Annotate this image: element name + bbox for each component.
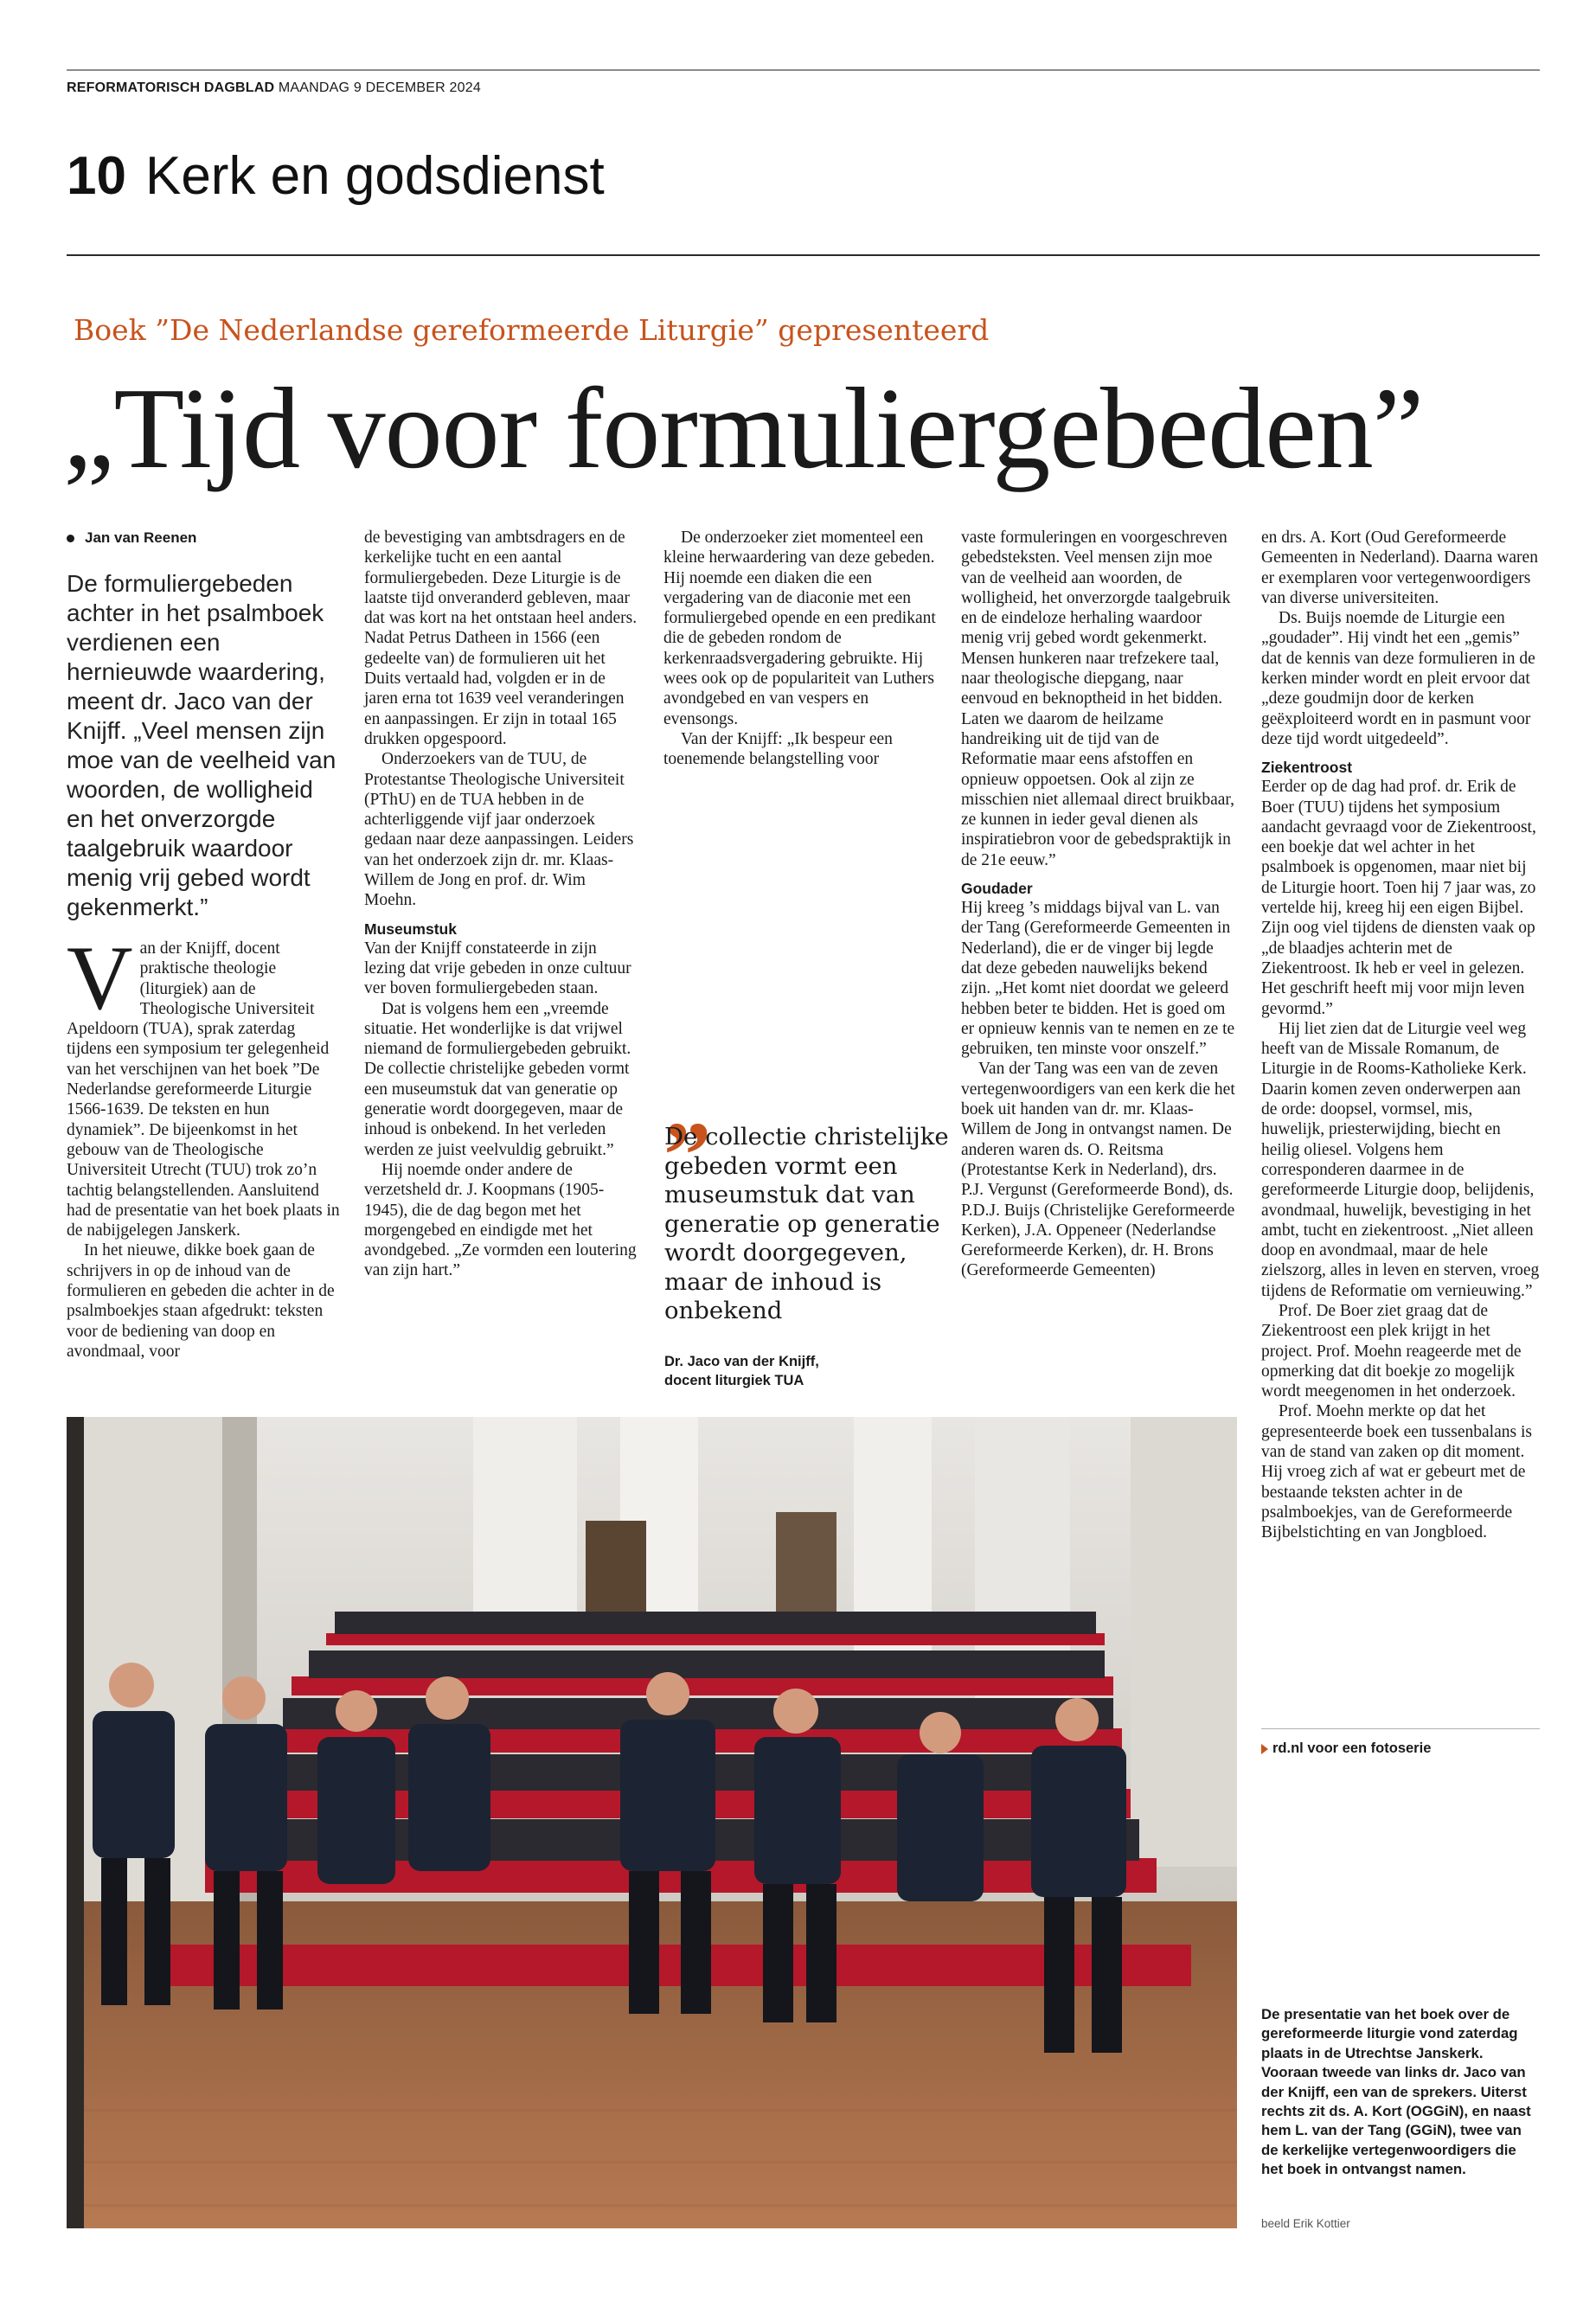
paragraph: Van der Tang was een van de zeven vertegenwoordigers van een kerk die het boek uit handen van dr. mr. Klaas-Willem de Jong in ontvangst namen. De anderen waren ds. O. Reitsma (Protestantse Kerk in Nederland), drs. P.J. Vergunst (Gereformeerde Bond), ds. P.D.J. Buijs (Christelijke Gereformeerde Kerken), J.A. Oppeneer (Nederlandse Gereformeerde Kerken), dr. H. Brons (Gereformeerde Gemeenten) bbox=[961, 1060, 1235, 1280]
byline-bullet bbox=[67, 535, 74, 542]
paragraph: Dat is volgens hem een „vreemde situatie. Het wonderlijke is dat vrijwel niemand de formuliergebeden gebruikt. De collectie christelijke gebeden vormt een museumstuk dat van generatie op generatie wordt doorgegeven, maar de inhoud is onbekend. In het verleden werden ze juist veelvuldig gebruikt.” bbox=[364, 999, 631, 1159]
quote-mark: „ bbox=[664, 1053, 712, 1158]
column-1 bbox=[67, 927, 342, 1362]
byline bbox=[67, 529, 196, 547]
link-rule bbox=[1261, 1728, 1540, 1729]
paragraph: de bevestiging van ambtsdragers en de kerkelijke tucht en een aantal formuliergebeden. Deze Liturgie is de laatste tijd onveranderd gebleven, maar dat was kort na het ontstaan heel anders. Nadat Petrus Datheen in 1566 (een gedeelte van) de formulieren uit het Duits vertaald had, volgden er in de jaren erna tot 1639 veel veranderingen en aanpassingen. Er zijn in totaal 165 drukken opgespoord. bbox=[364, 529, 638, 748]
photo-series-link[interactable] bbox=[1261, 1740, 1431, 1757]
masthead-date: MAANDAG 9 DECEMBER 2024 bbox=[278, 80, 481, 95]
subheading: Museumstuk bbox=[364, 920, 457, 938]
arrow-icon bbox=[1261, 1744, 1268, 1754]
paragraph: Eerder op de dag had prof. dr. Erik de Boer (TUU) tijdens het symposium aandacht gevraagd voor de Ziekentroost, een boekje dat wel achter in het psalmboek is opgenomen, maar niet bij de Liturgie hoort. Toen hij 7 jaar was, zo vertelde hij, kreeg hij een eigen Bijbel. Zijn oog viel tijdens de diensten vaak op „de blaadjes achterin met de Ziekentroost. Ik heb er veel in gelezen. Het geschrift heeft mij voor mijn leven gevormd.” bbox=[1261, 778, 1536, 1018]
kicker: Boek ”De Nederlandse gereformeerde Liturgie” gepresenteerd bbox=[74, 313, 990, 347]
photo-credit: beeld Erik Kottier bbox=[1261, 2217, 1350, 2230]
paragraph: Ds. Buijs noemde de Liturgie een „goudader”. Hij vindt het een „gemis” dat de kennis van deze formulieren in de kerken minder wordt en pleit ervoor dat „deze goudmijn door de kerken geëxploiteerd wordt en in pasmunt voor deze tijd wordt uitgedeeld”. bbox=[1261, 609, 1535, 748]
link-label: rd.nl voor een fotoserie bbox=[1272, 1740, 1432, 1756]
dropcap: V bbox=[67, 927, 133, 1029]
paragraph: Prof. Moehn merkte op dat het gepresenteerde boek een tussenbalans is van de stand van zaken op dit moment. Hij vroeg zich af wat er gebeurt met de bestaande teksten achter in de psalmboekjes, van de Gereformeerde Bijbelstichting en van Jongbloed. bbox=[1261, 1402, 1532, 1542]
photo-caption: De presentatie van het boek over de gereformeerde liturgie vond zaterdag plaats in de Utrechtse Janskerk. Vooraan tweede van links dr. Jaco van der Knijff, een van de sprekers. Uiterst rechts zit ds. A. Kort (OGGiN), en naast hem L. van der Tang (GGiN), twee van de kerkelijke vertegenwoordigers die het boek in ontvangst namen. bbox=[1261, 2006, 1531, 2178]
headline: „Tijd voor formuliergebeden” bbox=[63, 364, 1424, 492]
section-header bbox=[67, 145, 605, 207]
paragraph: Onderzoekers van de TUU, de Protestantse Theologische Universiteit (PThU) en de TUA hebben in de achterliggende vijf jaar onderzoek gedaan naar deze aanpassingen. Leiders van het onderzoek zijn dr. mr. Klaas-Willem de Jong en prof. dr. Wim Moehn. bbox=[364, 750, 634, 910]
paragraph: vaste formuleringen en voorgeschreven gebedsteksten. Veel mensen zijn moe van de veelheid aan woorden, de wolligheid, het onverzorgde taalgebruik en de eindeloze herhaling waardoor menig vrij gebed wordt gekenmerkt. Mensen hunkeren naar trefzekere taal, naar theologische diepgang, naar eenvoud en beknoptheid in het bidden. Laten we daarom de heilzame handreiking uit de tijd van de Reformatie maar eens afstoffen en opnieuw oppoetsen. Ook al zijn ze misschien niet allemaal direct bruikbaar, ze kunnen in ieder geval dienen als inspiratiebron voor de gebedspraktijk in de 21e eeuw.” bbox=[961, 529, 1234, 869]
church-audience-photo bbox=[67, 1417, 1237, 2228]
paragraph: Hij liet zien dat de Liturgie veel weg heeft van de Missale Romanum, de Liturgie in de Rooms-Katholieke Kerk. Daarin komen zeven onderwerpen aan de orde: doopsel, vormsel, mis, huwelijk, priesterwijding, biecht en heilig oliesel. Volgens hem corresponderen daarmee in de gereformeerde Liturgie doop, belijdenis, avondmaal, huwelijk, bevestiging in het ambt, tucht en ziekentroost. „Niet alleen doop en avondmaal, maar de hele zielszorg, alles in leven en sterven, vroeg tijdens de Reformatie om vernieuwing.” bbox=[1261, 1019, 1540, 1300]
paragraph: Prof. De Boer ziet graag dat de Ziekentroost een plek krijgt in het project. Prof. Moehn reageerde met de opmerking dat dit boekje zo mogelijk wordt meegenomen in het onderzoek. bbox=[1261, 1301, 1522, 1401]
masthead-paper: REFORMATORISCH DAGBLAD bbox=[67, 80, 275, 95]
intro: De formuliergebeden achter in het psalmboek verdienen een hernieuwde waardering, meent dr. Jaco van der Knijff. „Veel mensen zijn moe van de veelheid van woorden, de wolligheid en het onverzorgde taalgebruik waardoor menig vrij gebed wordt gekenmerkt.” bbox=[67, 570, 337, 920]
masthead bbox=[67, 80, 481, 96]
column-4 bbox=[961, 528, 1236, 1281]
byline-author: Jan van Reenen bbox=[85, 529, 197, 546]
article-photo bbox=[67, 1417, 1237, 2228]
top-rule bbox=[67, 69, 1540, 71]
paragraph: Van der Knijff constateerde in zijn lezing dat vrije gebeden in onze cultuur ver boven formuliergebeden staan. bbox=[364, 939, 631, 998]
section-rule bbox=[67, 254, 1540, 256]
paragraph: en drs. A. Kort (Oud Gereformeerde Gemeenten in Nederland). Daarna waren er exemplaren voor vertegenwoordigers van diverse universiteiten. bbox=[1261, 529, 1538, 607]
pull-quote-name: Dr. Jaco van der Knijff, bbox=[664, 1354, 819, 1369]
pull-quote-role: docent liturgiek TUA bbox=[664, 1373, 804, 1388]
subheading: Goudader bbox=[961, 880, 1033, 898]
page-number: 10 bbox=[67, 146, 126, 206]
subheading: Ziekentroost bbox=[1261, 759, 1353, 777]
pull-quote-attribution bbox=[664, 1352, 950, 1390]
column-2 bbox=[364, 528, 639, 1281]
pull-quote: De collectie christelijke gebeden vormt een museumstuk dat van generatie op generatie wordt doorgegeven, maar de inhoud is onbekend bbox=[664, 1123, 949, 1324]
paragraph: an der Knijff, docent praktische theologie (liturgiek) aan de Theologische Universiteit Apeldoorn (TUA), sprak zaterdag tijdens een symposium ter gelegenheid van het verschijnen van het boek ”De Nederlandse gereformeerde Liturgie 1566-1639. De teksten en hun dynamiek”. De bijeenkomst in het gebouw van de Theologische Universiteit Utrecht (TUU) trok zo’n tachtig belangstellenden. Aansluitend had de presentatie van het boek plaats in de nabijgelegen Janskerk. bbox=[67, 939, 340, 1240]
column-5 bbox=[1261, 528, 1540, 1543]
paragraph: Hij kreeg ’s middags bijval van L. van der Tang (Gereformeerde Gemeenten in Nederland), die er de vinger bij legde dat deze gebeden nauwelijks bekend zijn. „Het komt niet doordat we geleerd hebben beter te bidden. Het is goed om er opnieuw kennis van te nemen en ze te gebruiken, ten minste voor onszelf.” bbox=[961, 899, 1235, 1059]
column-3 bbox=[663, 528, 939, 770]
section-title: Kerk en godsdienst bbox=[144, 146, 605, 206]
paragraph: De onderzoeker ziet momenteel een kleine herwaardering van deze gebeden. Hij noemde een diaken die een vergadering van de diaconie met een formuliergebed opende en een predikant die de gebeden rondom de kerkenraadsvergadering gebruikte. Hij wees ook op de populariteit van Luthers avondgebed en van vespers en evensongs. bbox=[663, 529, 936, 728]
paragraph: Van der Knijff: „Ik bespeur een toenemende belangstelling voor bbox=[663, 729, 893, 769]
paragraph: In het nieuwe, dikke boek gaan de schrijvers in op de inhoud van de formulieren en gebeden die achter in de psalmboekjes staan afgedrukt: teksten voor de bediening van doop en avondmaal, voor bbox=[67, 1241, 335, 1361]
paragraph: Hij noemde onder andere de verzetsheld dr. J. Koopmans (1905-1945), die de dag begon met het morgengebed en eindigde met het avondgebed. „Ze vormden een loutering van zijn hart.” bbox=[364, 1160, 637, 1280]
